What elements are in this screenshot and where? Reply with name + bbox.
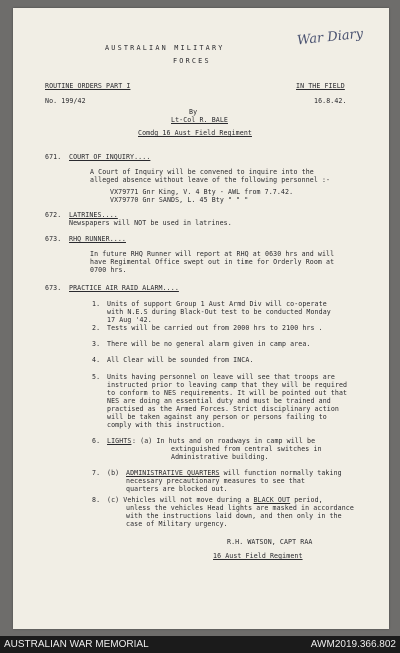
signature-name: R.H. WATSON, CAPT RAA xyxy=(227,538,313,546)
item-text-line: Newspapers will NOT be used in latrines. xyxy=(69,219,232,227)
paragraph-line: instructed prior to leaving camp that they will be required xyxy=(107,381,348,389)
unit-name: Comdg 16 Aust Field Regiment xyxy=(138,129,252,137)
paragraph-line: quarters are blocked out. xyxy=(126,485,228,493)
item-heading: RHQ RUNNER.... xyxy=(69,235,126,243)
paragraph-line: case of Military urgency. xyxy=(126,520,228,528)
paragraph-line: Administrative building. xyxy=(171,453,269,461)
paragraph-number: 1. xyxy=(92,300,101,308)
paragraph-line: will be taken against any person or persons failing to xyxy=(107,413,327,421)
item-text-line: 0700 hrs. xyxy=(90,266,127,274)
paragraph-line: with the instructions laid down, and then only in the xyxy=(126,512,342,520)
paragraph-line: with N.E.S during Black-Out test to be conducted Monday xyxy=(107,308,331,316)
item-number: 671. xyxy=(45,153,62,161)
paragraph-line xyxy=(107,496,323,504)
paragraph-number: 6. xyxy=(92,437,101,445)
item-heading: LATRINES.... xyxy=(69,211,118,219)
paragraph-line: unless the vehicles Head lights are masked in accordance xyxy=(126,504,354,512)
paragraph-heading: BLACK OUT xyxy=(253,496,291,504)
by-label: By xyxy=(189,108,198,116)
order-number: No. 199/42 xyxy=(45,97,86,105)
footer-accession-number: AWM2019.366.802 xyxy=(310,639,396,650)
handwritten-annotation: War Diary xyxy=(296,26,364,49)
item-number: 672. xyxy=(45,211,62,219)
paragraph-line xyxy=(126,469,342,477)
paragraph-line: practised as the Armed Forces. Strict disciplinary action xyxy=(107,405,339,413)
document-page xyxy=(13,8,389,629)
item-text-line: In future RHQ Runner will report at RHQ at 0630 hrs and will xyxy=(90,250,335,258)
personnel-entry: VX79771 Gnr King, V. 4 Bty - AWL from 7.7.42. xyxy=(110,188,294,196)
item-number: 673. xyxy=(45,284,62,292)
paragraph-number: 2. xyxy=(92,324,101,332)
footer-source: AUSTRALIAN WAR MEMORIAL xyxy=(4,639,149,650)
paragraph-sub: (b) xyxy=(107,469,120,477)
paragraph-line: Units of support Group 1 Aust Armd Div will co-operate xyxy=(107,300,327,308)
order-date: 16.8.42. xyxy=(314,97,347,105)
org-heading-line1: AUSTRALIAN MILITARY xyxy=(105,44,225,52)
paragraph-text: period, xyxy=(290,496,323,504)
footer-bar xyxy=(0,636,400,653)
personnel-entry: VX79770 Gnr SANDS, L. 45 Bty " " " xyxy=(110,196,249,204)
paragraph-number: 3. xyxy=(92,340,101,348)
org-heading-line2: FORCES xyxy=(173,57,211,65)
officer-name: Lt-Col R. BALE xyxy=(171,116,228,124)
paragraph-line: comply with this instruction. xyxy=(107,421,226,429)
paragraph-line: 17 Aug '42. xyxy=(107,316,152,324)
signature-unit: 16 Aust Field Regiment xyxy=(213,552,303,560)
paragraph-text: (c) Vehicles will not move during a xyxy=(107,496,254,504)
paragraph-line: extinguished from central switches in xyxy=(171,445,322,453)
paragraph-line: necessary precautionary measures to see that xyxy=(126,477,306,485)
paragraph-line: There will be no general alarm given in camp area. xyxy=(107,340,311,348)
orders-location: IN THE FIELD xyxy=(296,82,345,90)
paragraph-number: 4. xyxy=(92,356,101,364)
item-text-line: alleged absence without leave of the following personnel :- xyxy=(90,176,331,184)
paragraph-line: to conform to NES requirements. It will be pointed out that xyxy=(107,389,348,397)
paragraph-text: will function normally taking xyxy=(219,469,342,477)
item-text-line: A Court of Inquiry will be convened to inquire into the xyxy=(90,168,314,176)
paragraph-line: NES are doing an essential duty and must be trained and xyxy=(107,397,331,405)
paragraph-line: All Clear will be sounded from INCA. xyxy=(107,356,254,364)
item-heading: COURT OF INQUIRY.... xyxy=(69,153,151,161)
paragraph-number: 5. xyxy=(92,373,101,381)
paragraph-heading: ADMINISTRATIVE QUARTERS xyxy=(126,469,220,477)
item-number: 673. xyxy=(45,235,62,243)
paragraph-number: 7. xyxy=(92,469,101,477)
paragraph-heading: LIGHTS xyxy=(107,437,132,445)
paragraph-line: Tests will be carried out from 2000 hrs to 2100 hrs . xyxy=(107,324,323,332)
item-text-line: have Regimental Office swept out in time for Orderly Room at xyxy=(90,258,335,266)
paragraph-line: : (a) In huts and on roadways in camp will be xyxy=(132,437,316,445)
paragraph-number: 8. xyxy=(92,496,101,504)
item-heading: PRACTICE AIR RAID ALARM.... xyxy=(69,284,179,292)
orders-title: ROUTINE ORDERS PART I xyxy=(45,82,131,90)
paragraph-line: Units having personnel on leave will see that troops are xyxy=(107,373,335,381)
